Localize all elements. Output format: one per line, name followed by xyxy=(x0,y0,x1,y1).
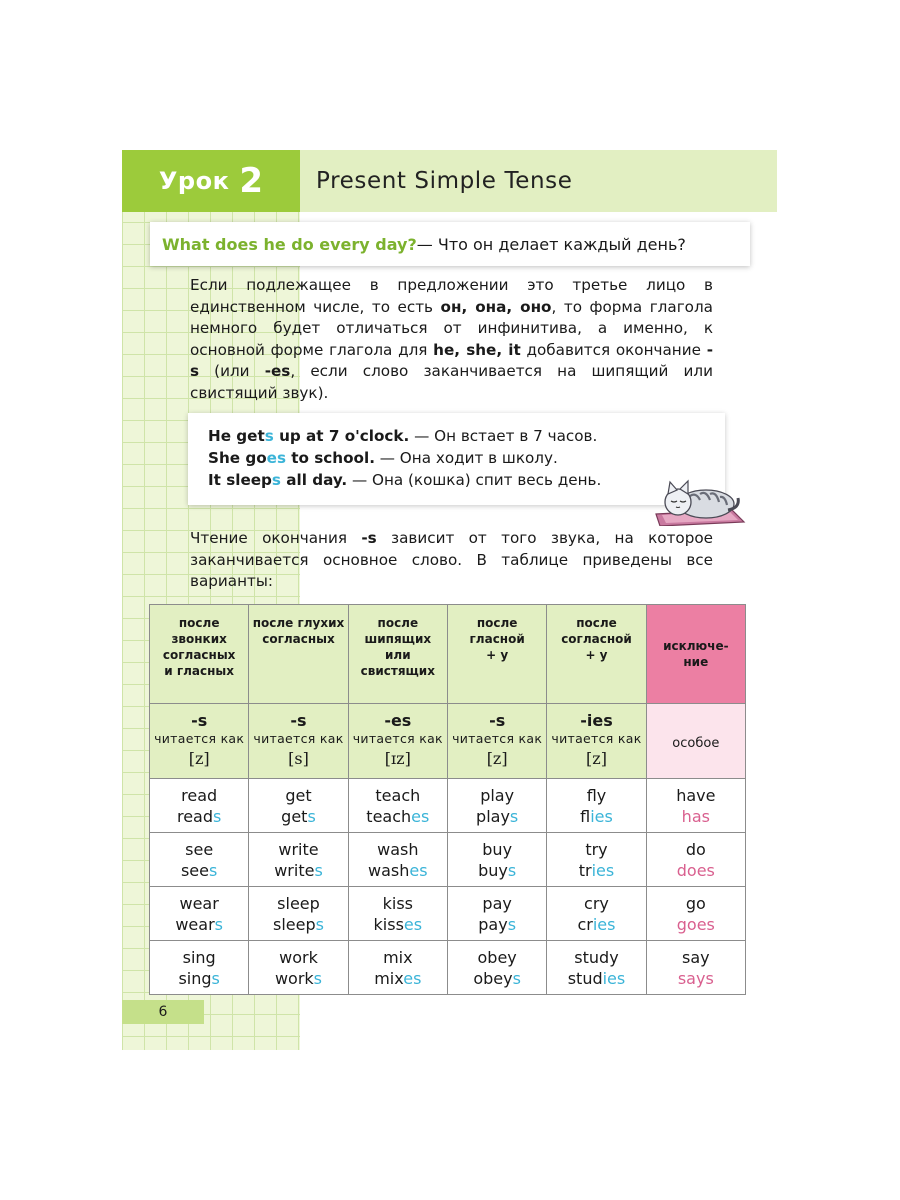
third-person-form xyxy=(349,968,447,989)
base-verb: cry xyxy=(584,893,609,913)
section-heading xyxy=(150,222,750,266)
header-line: согласных xyxy=(262,632,335,646)
verb-stem: read xyxy=(176,806,213,826)
base-verb: work xyxy=(279,947,318,967)
word-cell xyxy=(150,833,249,887)
base-verb: teach xyxy=(375,785,421,805)
rule-ipa: [z] xyxy=(486,749,508,768)
header-line: + y xyxy=(486,648,509,662)
base-verb: read xyxy=(181,785,218,805)
sleeping-cat-icon xyxy=(648,470,748,526)
reading-note-paragraph xyxy=(190,528,713,593)
special-label: особое xyxy=(672,735,720,751)
header-line: после глухих xyxy=(252,616,345,630)
table-row xyxy=(150,779,746,833)
intro-text: , то форма глагола немного будет отличаться от инфинитива, а именно, к основной форме глагола для xyxy=(190,297,713,359)
header-line: согласных xyxy=(162,648,236,662)
verb-ending: s xyxy=(509,806,519,826)
verb-ending: s xyxy=(211,968,220,988)
page-number xyxy=(122,1000,204,1024)
rule-cell xyxy=(150,704,249,779)
third-person-form xyxy=(448,914,546,935)
rule-ipa: [ɪz] xyxy=(384,749,411,768)
verb-ending: s xyxy=(307,806,316,826)
rule-cell xyxy=(547,704,646,779)
verb-ending: s xyxy=(512,968,521,988)
third-person-form xyxy=(249,914,347,935)
rule-ipa: [z] xyxy=(188,749,210,768)
base-verb: get xyxy=(285,785,312,805)
rule-reads: читается как xyxy=(253,731,344,746)
verb-stem: teach xyxy=(366,806,412,826)
header-line: и гласных xyxy=(164,664,235,678)
header-line: согласной xyxy=(561,632,632,646)
header-line: гласной xyxy=(469,632,525,646)
verb-stem: see xyxy=(180,860,209,880)
base-verb: sleep xyxy=(277,893,320,913)
page-number-text: 6 xyxy=(158,1004,168,1020)
rule-suffix: -s xyxy=(191,711,208,730)
header-line: свистящих xyxy=(360,664,435,678)
verb-ending: es xyxy=(409,860,428,880)
base-verb: try xyxy=(585,839,608,859)
base-verb: say xyxy=(682,947,710,967)
title-band xyxy=(300,150,777,212)
word-cell xyxy=(646,833,745,887)
base-verb: wear xyxy=(179,893,219,913)
endings-table xyxy=(149,604,746,995)
heading-question: What does he do every day? xyxy=(162,234,417,254)
intro-paragraph xyxy=(190,275,713,405)
word-cell xyxy=(447,779,546,833)
verb-ending: s xyxy=(507,860,517,880)
base-verb: go xyxy=(685,893,706,913)
base-verb: wash xyxy=(377,839,419,859)
verb-ending: ies xyxy=(602,968,626,988)
intro-bold: -es xyxy=(264,362,291,381)
verb-stem: sing xyxy=(178,968,212,988)
word-cell xyxy=(646,941,745,995)
third-person-form xyxy=(448,860,546,881)
word-cell xyxy=(547,833,646,887)
column-header xyxy=(547,605,646,704)
verb-ending: s xyxy=(209,860,218,880)
rule-cell xyxy=(249,704,348,779)
intro-text: Если подлежащее в предложении это третье лицо в единственном числе, то есть xyxy=(190,276,713,316)
table-header-row xyxy=(150,605,746,704)
third-person-form xyxy=(349,860,447,881)
header-line: ние xyxy=(683,655,709,669)
third-person-form xyxy=(349,806,447,827)
table-row xyxy=(150,887,746,941)
third-person-form: has xyxy=(681,806,710,826)
word-cell xyxy=(547,887,646,941)
intro-bold: -s xyxy=(190,340,713,381)
third-person-form xyxy=(547,860,645,881)
rule-reads: читается как xyxy=(154,731,245,746)
intro-bold: he, she, it xyxy=(433,340,521,359)
rule-cell xyxy=(348,704,447,779)
page-title: Present Simple Tense xyxy=(316,168,573,194)
verb-stem: work xyxy=(274,968,314,988)
word-cell xyxy=(646,887,745,941)
examples-box xyxy=(188,413,725,505)
header-line: исключе- xyxy=(663,639,729,653)
verb-stem: get xyxy=(281,806,308,826)
verb-ending: s xyxy=(214,914,223,934)
header-line: после xyxy=(178,616,220,630)
rule-ipa: [z] xyxy=(586,749,607,768)
third-person-form xyxy=(150,860,248,881)
third-person-form xyxy=(150,914,248,935)
base-verb: play xyxy=(480,785,515,805)
word-cell xyxy=(646,779,745,833)
word-cell xyxy=(348,887,447,941)
example-sentence: She goes to school. — Она ходит в школу. xyxy=(208,449,558,467)
word-cell xyxy=(447,833,546,887)
third-person-form xyxy=(547,806,645,827)
word-cell xyxy=(348,833,447,887)
header-line: или xyxy=(385,648,411,662)
rule-suffix: -ies xyxy=(580,711,613,730)
intro-text: добавится окончание xyxy=(520,340,707,359)
verb-stem: wear xyxy=(175,914,215,934)
word-cell xyxy=(547,941,646,995)
verb-stem: buy xyxy=(478,860,508,880)
lesson-number: 2 xyxy=(239,161,264,201)
note-text: зависит от того звука, на которое заканчивается основное слово. В таблице приведены все варианты: xyxy=(190,529,713,591)
column-header xyxy=(348,605,447,704)
base-verb: obey xyxy=(477,947,517,967)
verb-ending: s xyxy=(313,968,323,988)
base-verb: see xyxy=(185,839,214,859)
table-row xyxy=(150,941,746,995)
base-verb: pay xyxy=(482,893,512,913)
third-person-form xyxy=(150,806,248,827)
word-cell xyxy=(547,779,646,833)
word-cell xyxy=(447,887,546,941)
base-verb: mix xyxy=(383,947,413,967)
header-line: + y xyxy=(585,648,608,662)
verb-ending: ies xyxy=(591,860,615,880)
column-header xyxy=(447,605,546,704)
verb-stem: stud xyxy=(567,968,603,988)
base-verb: kiss xyxy=(382,893,414,913)
base-verb: study xyxy=(574,947,619,967)
verb-ending: ies xyxy=(592,914,616,934)
rule-suffix: -s xyxy=(489,711,506,730)
note-text: Чтение окончания xyxy=(190,529,362,547)
base-verb: do xyxy=(685,839,706,859)
rule-suffix: -es xyxy=(384,711,412,730)
header-line: шипящих xyxy=(364,632,432,646)
intro-text: (или xyxy=(199,362,265,381)
third-person-form xyxy=(249,968,347,989)
word-cell xyxy=(150,779,249,833)
third-person-form: does xyxy=(676,860,715,880)
third-person-form xyxy=(249,806,347,827)
base-verb: buy xyxy=(482,839,513,859)
verb-ending: s xyxy=(314,860,323,880)
intro-text: , если слово заканчивается на шипящий или свистящий звук). xyxy=(190,362,714,402)
word-cell xyxy=(249,779,348,833)
verb-stem: play xyxy=(476,806,510,826)
table-row xyxy=(150,833,746,887)
verb-stem: fl xyxy=(580,806,591,826)
word-cell xyxy=(150,887,249,941)
verb-stem: write xyxy=(274,860,315,880)
third-person-form xyxy=(349,914,447,935)
intro-bold: он, она, оно xyxy=(440,297,552,316)
verb-ending: s xyxy=(213,806,222,826)
third-person-form xyxy=(547,914,645,935)
rule-cell-exception xyxy=(646,704,745,779)
column-header xyxy=(150,605,249,704)
third-person-form: goes xyxy=(676,914,715,934)
verb-ending: es xyxy=(403,968,422,988)
example-sentence: It sleeps all day. — Она (кошка) спит весь день. xyxy=(208,471,602,489)
verb-ending: s xyxy=(507,914,517,934)
rule-ipa: [s] xyxy=(288,749,309,768)
lesson-label: Урок xyxy=(158,167,230,195)
third-person-form xyxy=(448,968,546,989)
verb-stem: sleep xyxy=(273,914,316,934)
note-bold: -s xyxy=(361,529,377,547)
example-sentence: He gets up at 7 o'clock. — Он встает в 7 часов. xyxy=(208,427,598,445)
word-cell xyxy=(249,941,348,995)
word-cell xyxy=(150,941,249,995)
verb-stem: kiss xyxy=(373,914,404,934)
header-line: звонких xyxy=(171,632,227,646)
rule-reads: читается как xyxy=(452,731,543,746)
verb-ending: es xyxy=(411,806,430,826)
column-header xyxy=(646,605,745,704)
word-cell xyxy=(447,941,546,995)
rule-suffix: -s xyxy=(290,711,307,730)
base-verb: write xyxy=(278,839,319,859)
column-header xyxy=(249,605,348,704)
verb-stem: wash xyxy=(368,860,410,880)
verb-stem: cr xyxy=(577,914,593,934)
word-cell xyxy=(348,941,447,995)
verb-stem: mix xyxy=(374,968,404,988)
verb-stem: obey xyxy=(473,968,513,988)
verb-ending: s xyxy=(315,914,324,934)
third-person-form xyxy=(150,968,248,989)
base-verb: fly xyxy=(586,785,607,805)
word-cell xyxy=(348,779,447,833)
header-line: после xyxy=(576,616,617,630)
verb-ending: es xyxy=(403,914,423,934)
header-line: после xyxy=(377,616,419,630)
third-person-form: says xyxy=(677,968,714,988)
verb-stem: pay xyxy=(478,914,508,934)
base-verb: sing xyxy=(182,947,216,967)
rule-reads: читается как xyxy=(352,731,443,746)
base-verb: have xyxy=(676,785,716,805)
verb-stem: tr xyxy=(578,860,592,880)
word-cell xyxy=(249,887,348,941)
rule-reads: читается как xyxy=(551,731,642,746)
table-rule-row xyxy=(150,704,746,779)
rule-cell xyxy=(447,704,546,779)
third-person-form xyxy=(547,968,645,989)
word-cell xyxy=(249,833,348,887)
header-line: после xyxy=(476,616,518,630)
third-person-form xyxy=(249,860,347,881)
third-person-form xyxy=(448,806,546,827)
lesson-tab xyxy=(122,150,300,212)
heading-translation: — Что он делает каждый день? xyxy=(416,234,686,254)
verb-ending: ies xyxy=(590,806,613,826)
